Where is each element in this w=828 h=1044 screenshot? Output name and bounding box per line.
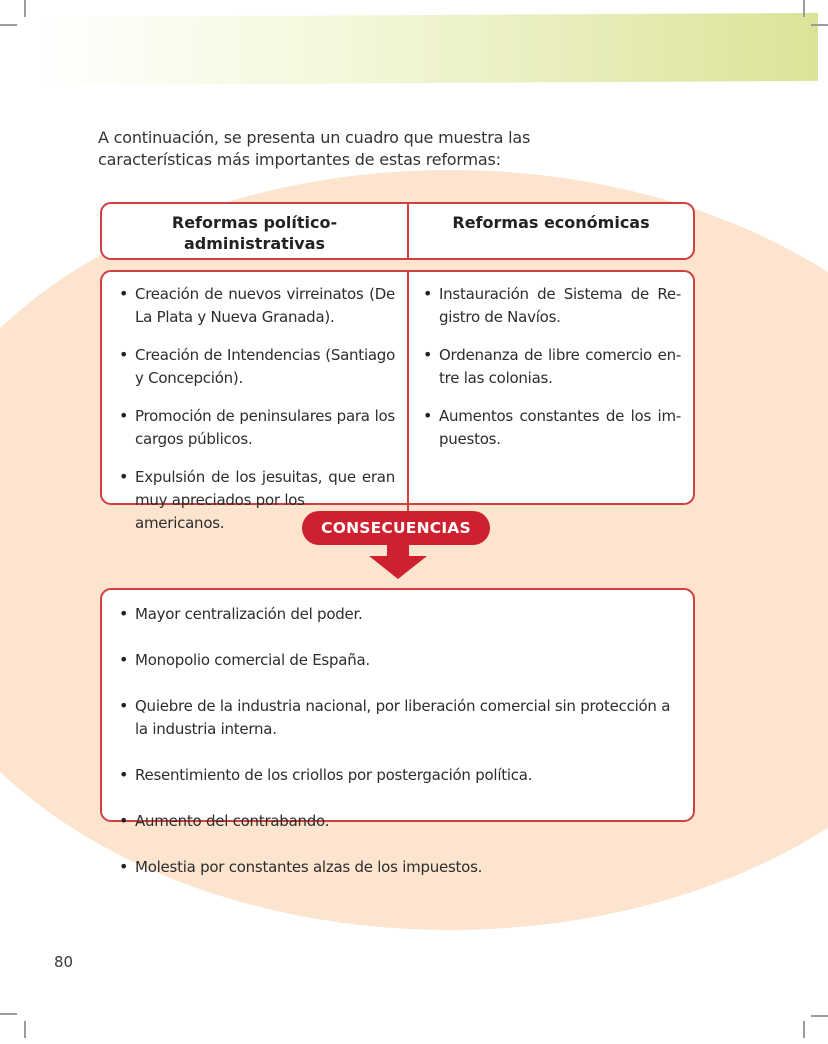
trim-mark-top-right-v <box>803 0 805 17</box>
list-item: • Aumentos constantes de los im- puestos. <box>422 405 681 451</box>
list-item: • Quiebre de la industria nacional, por liberación comercial sin protección a la industria interna. <box>118 695 677 741</box>
down-arrow-icon <box>369 543 427 579</box>
trim-mark-bottom-right-v <box>803 1021 805 1038</box>
page-number: 80 <box>54 953 74 971</box>
header-cell-economicas <box>407 204 693 258</box>
reforms-list-left <box>118 283 395 535</box>
trim-mark-bottom-left-v <box>24 1021 26 1038</box>
trim-mark-bottom-right-h <box>811 1015 828 1017</box>
header-label-right: Reformas económicas <box>452 213 650 232</box>
consequences-list <box>118 603 677 879</box>
reforms-table-header-row <box>100 202 695 260</box>
trim-mark-top-left-v <box>24 0 26 17</box>
consecuencias-badge-label: CONSECUENCIAS <box>321 519 471 537</box>
consequences-box <box>100 588 695 876</box>
list-item: • Molestia por constantes alzas de los impuestos. <box>118 856 677 879</box>
list-item: • Mayor centralización del poder. <box>118 603 677 626</box>
consecuencias-badge <box>302 511 490 545</box>
list-item: • Resentimiento de los criollos por postergación política. <box>118 764 677 787</box>
trim-mark-top-left-h <box>0 24 17 26</box>
list-item: • Instauración de Sistema de Re- gistro de Navíos. <box>422 283 681 329</box>
list-item: • Expulsión de los jesuitas, que eran muy apreciados por los americanos. <box>118 466 395 535</box>
trim-mark-bottom-left-h <box>0 1013 17 1015</box>
list-item: • Ordenanza de libre comercio en- tre las colonias. <box>422 344 681 390</box>
list-item: • Monopolio comercial de España. <box>118 649 677 672</box>
intro-line-2: características más importantes de estas reformas: <box>98 150 501 169</box>
intro-paragraph <box>98 127 598 171</box>
reforms-list-right <box>422 283 681 451</box>
header-gradient-band <box>30 13 818 85</box>
header-label-left: Reformas político-administrativas <box>171 213 338 253</box>
trim-mark-top-right-h <box>811 24 828 26</box>
list-item: • Creación de Intendencias (Santiago y Concepción). <box>118 344 395 390</box>
list-item: • Promoción de peninsulares para los cargos públicos. <box>118 405 395 451</box>
header-cell-politico-administrativas <box>102 204 407 258</box>
intro-line-1: A continuación, se presenta un cuadro que muestra las <box>98 128 531 147</box>
list-item: • Aumento del contrabando. <box>118 810 677 833</box>
list-item: • Creación de nuevos virreinatos (De La Plata y Nueva Granada). <box>118 283 395 329</box>
